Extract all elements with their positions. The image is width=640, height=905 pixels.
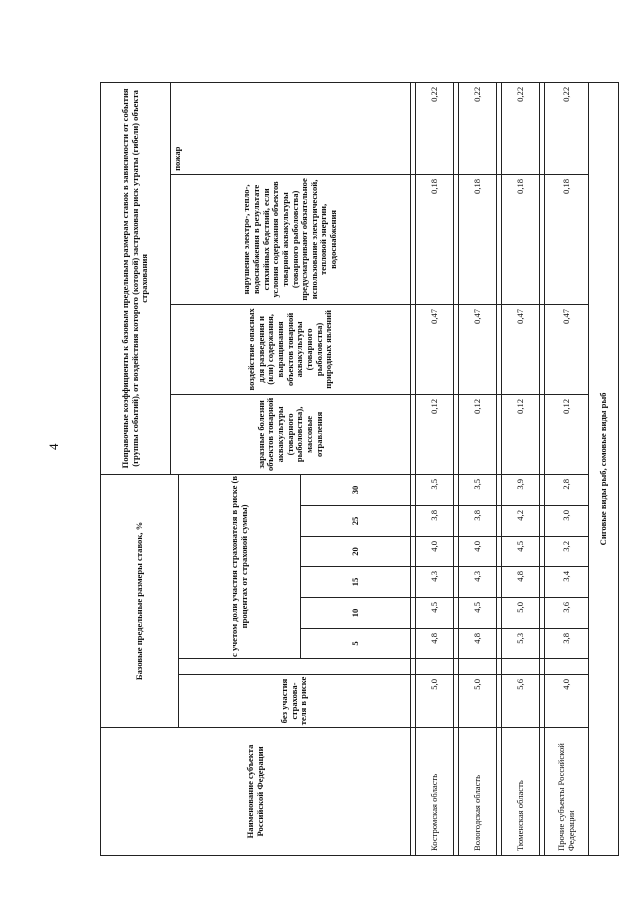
rate-20: 3,2	[545, 537, 589, 567]
table-row	[416, 82, 454, 855]
coeff-nature: 0,47	[502, 304, 540, 394]
rate-30: 3,9	[502, 474, 540, 505]
header-region: Наименование субъекта Российской Федерации	[101, 728, 411, 856]
rate-15: 4,8	[502, 567, 540, 598]
coeff-disease: 0,12	[459, 394, 497, 474]
page-number: 4	[46, 443, 61, 450]
header-pct-20: 20	[301, 537, 411, 567]
region-name: Вологодская область	[459, 728, 497, 856]
header-coeff-nature: воздействие опасных для разведения и (или) содержания, выращивания объектов товарной аквакультуры (товарного рыболовства) природных явлений	[171, 304, 411, 394]
header-coeff-disease: заразные болезни объектов товарной аквакультуры (товарного рыболовства), массовые отравления	[171, 394, 411, 474]
rate-25: 3,0	[545, 506, 589, 537]
rate-15: 3,4	[545, 567, 589, 598]
coeff-utilities: 0,18	[459, 174, 497, 304]
rate-20: 4,0	[416, 537, 454, 567]
coeff-nature: 0,47	[545, 304, 589, 394]
coeff-disease: 0,12	[416, 394, 454, 474]
rate-30: 3,5	[459, 474, 497, 505]
rate-10: 5,0	[502, 598, 540, 629]
rate-20: 4,0	[459, 537, 497, 567]
table-row	[545, 82, 589, 855]
coeff-utilities: 0,18	[416, 174, 454, 304]
region-name: Костромская область	[416, 728, 454, 856]
rate-25: 3,8	[459, 506, 497, 537]
table-row	[502, 82, 540, 855]
rate-5: 5,3	[502, 629, 540, 659]
rate-10: 3,6	[545, 598, 589, 629]
header-coeff-fire: пожар	[171, 82, 411, 174]
coeff-fire: 0,22	[545, 82, 589, 174]
rotated-table-wrapper	[100, 83, 608, 856]
region-name: Тюменская область	[502, 728, 540, 856]
rates-table	[100, 82, 619, 856]
header-pct-10: 10	[301, 598, 411, 629]
region-name: Прочие субъекты Российской Федерации	[545, 728, 589, 856]
rate-5: 4,8	[459, 629, 497, 659]
table-row	[459, 82, 497, 855]
blank-cell	[459, 659, 497, 675]
coeff-nature: 0,47	[416, 304, 454, 394]
coeff-disease: 0,12	[502, 394, 540, 474]
base-rate: 5,6	[502, 675, 540, 728]
rate-15: 4,3	[416, 567, 454, 598]
coeff-fire: 0,22	[416, 82, 454, 174]
coeff-utilities: 0,18	[545, 174, 589, 304]
header-coefficients: Поправочные коэффициенты к базовым предельным размерам ставок в зависимости от события (группы событий), от воздействия которого (которой) застрахован риск утраты (гибели) объекта страхования	[101, 82, 171, 474]
coeff-fire: 0,22	[502, 82, 540, 174]
coeff-utilities: 0,18	[502, 174, 540, 304]
base-rate: 4,0	[545, 675, 589, 728]
header-pct-30: 30	[301, 474, 411, 505]
header-coeff-utilities: нарушение электро-, тепло-, водоснабжения в результате стихийных бедствий, если условия содержания объектов товарной аквакультуры (товарного рыболовства) предусматривают обязательное использование электрической, тепловой энергии, водоснабжения	[171, 174, 411, 304]
rate-30: 3,5	[416, 474, 454, 505]
header-pct-15: 15	[301, 567, 411, 598]
rate-5: 4,8	[416, 629, 454, 659]
header-without-participation: без участия страхова-теля в риске	[179, 675, 411, 728]
header-with-participation: с учетом доли участия страхователя в риске (в процентах от страховой суммы)	[179, 474, 301, 658]
rate-30: 2,8	[545, 474, 589, 505]
header-pct-25: 25	[301, 506, 411, 537]
coeff-fire: 0,22	[459, 82, 497, 174]
rate-5: 3,8	[545, 629, 589, 659]
rate-10: 4,5	[416, 598, 454, 629]
blank-cell	[416, 659, 454, 675]
blank-cell	[502, 659, 540, 675]
base-rate: 5,0	[459, 675, 497, 728]
header-pct-5: 5	[301, 629, 411, 659]
base-rate: 5,0	[416, 675, 454, 728]
rate-20: 4,5	[502, 537, 540, 567]
section-title: Сиговые виды рыб, сомовые виды рыб	[589, 82, 619, 855]
rate-10: 4,5	[459, 598, 497, 629]
rate-25: 3,8	[416, 506, 454, 537]
coeff-nature: 0,47	[459, 304, 497, 394]
header-blank-cell	[179, 659, 411, 675]
blank-cell	[545, 659, 589, 675]
rate-25: 4,2	[502, 506, 540, 537]
coeff-disease: 0,12	[545, 394, 589, 474]
header-base-rates: Базовые предельные размеры ставок, %	[101, 474, 179, 727]
rate-15: 4,3	[459, 567, 497, 598]
